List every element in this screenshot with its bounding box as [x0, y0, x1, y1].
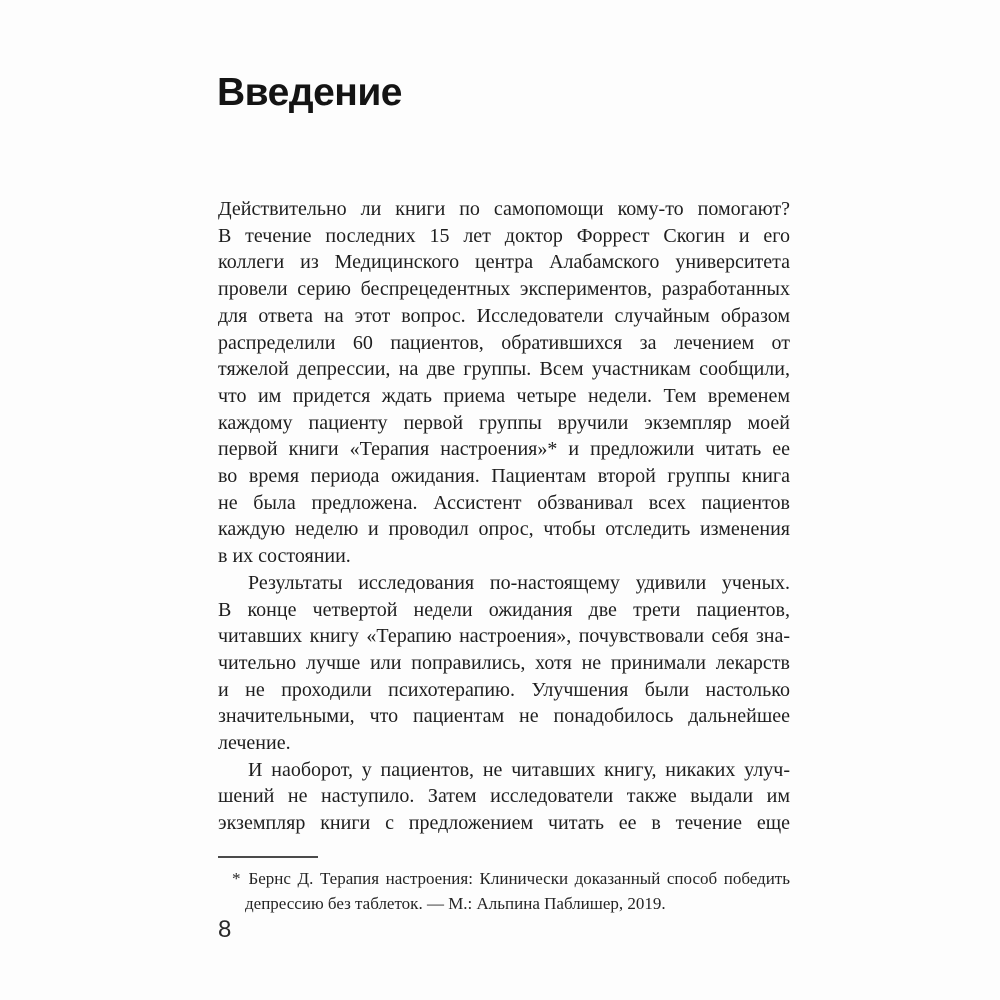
- text-line: лечение.: [218, 732, 291, 755]
- text-line: читавших книгу «Терапию настроения», почувствовали себя зна-: [218, 625, 790, 648]
- text-line: И наоборот, у пациентов, не читавших книгу, никаких улуч-: [248, 758, 790, 781]
- text-line: Результаты исследования по-настоящему удивили ученых.: [248, 571, 790, 594]
- text-line: каждую неделю и проводил опрос, чтобы отследить изменения: [218, 518, 790, 541]
- text-line: тяжелой депрессии, на две группы. Всем участникам сообщили,: [218, 358, 790, 381]
- text-line: в их состоянии.: [218, 545, 351, 568]
- text-line: во время периода ожидания. Пациентам второй группы книга: [218, 465, 790, 488]
- text-line: В течение последних 15 лет доктор Форрест Скогин и его: [218, 224, 790, 247]
- text-line: первой книги «Терапия настроения»* и предложили читать ее: [218, 438, 790, 461]
- text-line: Действительно ли книги по самопомощи кому-то помогают?: [218, 198, 790, 220]
- text-line: что им придется ждать приема четыре недели. Тем временем: [218, 384, 790, 407]
- text-line: каждому пациенту первой группы вручили экземпляр моей: [218, 411, 790, 434]
- body-text: [218, 196, 790, 837]
- text-line: коллеги из Медицинского центра Алабамского университета: [218, 251, 790, 274]
- footnote-line: [218, 866, 790, 891]
- text-line: провели серию беспрецедентных экспериментов, разработанных: [218, 278, 790, 301]
- footnote-marker: *: [232, 869, 241, 888]
- footnote-divider: [218, 856, 318, 858]
- text-line: значительными, что пациентам не понадобилось дальнейшее: [218, 705, 790, 728]
- footnote: [218, 856, 790, 916]
- text-line: и не проходили психотерапию. Улучшения были настолько: [218, 678, 790, 701]
- footnote-text: Бернс Д. Терапия настроения: Клинически доказанный способ победить: [248, 869, 790, 888]
- text-line: не была предложена. Ассистент обзванивал всех пациентов: [218, 491, 790, 514]
- text-line: шений не наступило. Затем исследователи также выдали им: [218, 785, 790, 808]
- page-title: Введение: [217, 71, 402, 115]
- text-line: В конце четвертой недели ожидания две трети пациентов,: [218, 598, 790, 621]
- text-line: для ответа на этот вопрос. Исследователи случайным образом: [218, 304, 790, 327]
- text-line: экземпляр книги с предложением читать ее в течение еще: [218, 812, 790, 835]
- footnote-line: депрессию без таблеток. — М.: Альпина Паблишер, 2019.: [245, 894, 666, 913]
- page-number: 8: [218, 916, 232, 943]
- text-line: распределили 60 пациентов, обратившихся за лечением от: [218, 331, 790, 354]
- text-line: чительно лучше или поправились, хотя не принимали лекарств: [218, 651, 790, 674]
